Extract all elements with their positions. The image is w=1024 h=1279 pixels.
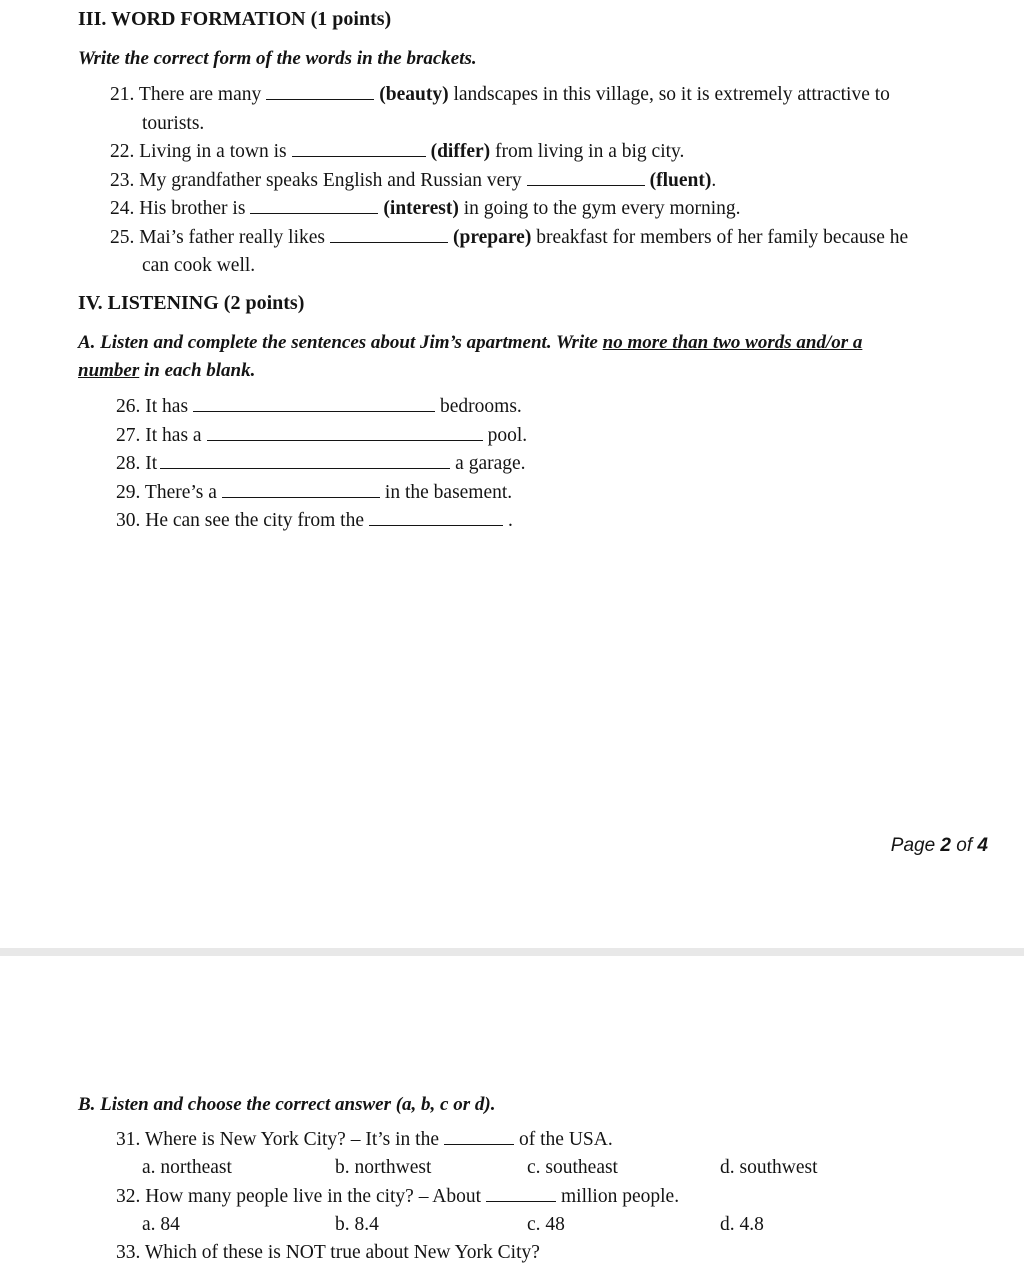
answer-blank[interactable] (250, 199, 378, 214)
answer-blank[interactable] (266, 85, 374, 100)
question-32: 32. How many people live in the city? – About million people. (116, 1186, 680, 1207)
question-26: 26. It has bedrooms. (116, 396, 522, 417)
question-28: 28. It a garage. (116, 453, 526, 474)
question-21-continued: tourists. (142, 113, 205, 134)
section3-instruction: Write the correct form of the words in the brackets. (78, 48, 477, 69)
option-32c[interactable]: c. 48 (527, 1214, 565, 1235)
question-24: 24. His brother is (interest) in going to the gym every morning. (110, 198, 741, 219)
question-25: 25. Mai’s father really likes (prepare) breakfast for members of her family because he (110, 227, 909, 248)
answer-blank[interactable] (527, 171, 645, 186)
partA-instruction-line1: A. Listen and complete the sentences about Jim’s apartment. Write no more than two words and/or a (78, 332, 863, 353)
option-31a[interactable]: a. northeast (142, 1157, 232, 1178)
answer-blank[interactable] (330, 228, 448, 243)
question-27: 27. It has a pool. (116, 425, 528, 446)
answer-blank[interactable] (160, 454, 450, 469)
option-32a[interactable]: a. 84 (142, 1214, 180, 1235)
question-22: 22. Living in a town is (differ) from living in a big city. (110, 141, 685, 162)
question-31: 31. Where is New York City? – It’s in the of the USA. (116, 1129, 613, 1150)
question-30: 30. He can see the city from the . (116, 510, 513, 531)
option-31c[interactable]: c. southeast (527, 1157, 618, 1178)
option-32b[interactable]: b. 8.4 (335, 1214, 379, 1235)
question-21: 21. There are many (beauty) landscapes in this village, so it is extremely attractive to (110, 84, 890, 105)
partB-instruction: B. Listen and choose the correct answer (a, b, c or d). (78, 1094, 496, 1115)
answer-blank[interactable] (292, 142, 426, 157)
answer-blank[interactable] (222, 483, 380, 498)
option-32d[interactable]: d. 4.8 (720, 1214, 764, 1235)
exam-page-3 (0, 956, 1024, 1279)
section3-heading: III. WORD FORMATION (1 points) (78, 8, 392, 30)
answer-blank[interactable] (207, 426, 483, 441)
answer-blank[interactable] (444, 1130, 514, 1145)
option-31b[interactable]: b. northwest (335, 1157, 432, 1178)
partA-instruction-line2: number in each blank. (78, 360, 256, 381)
answer-blank[interactable] (369, 511, 503, 526)
page-separator (0, 948, 1024, 956)
answer-blank[interactable] (486, 1187, 556, 1202)
question-29: 29. There’s a in the basement. (116, 482, 513, 503)
page-footer: Page 2 of 4 (890, 835, 988, 856)
question-33: 33. Which of these is NOT true about New York City? (116, 1242, 540, 1263)
option-31d[interactable]: d. southwest (720, 1157, 818, 1178)
question-23: 23. My grandfather speaks English and Russian very (fluent). (110, 170, 717, 191)
section4-heading: IV. LISTENING (2 points) (78, 292, 305, 314)
answer-blank[interactable] (193, 397, 435, 412)
question-25-continued: can cook well. (142, 255, 256, 276)
